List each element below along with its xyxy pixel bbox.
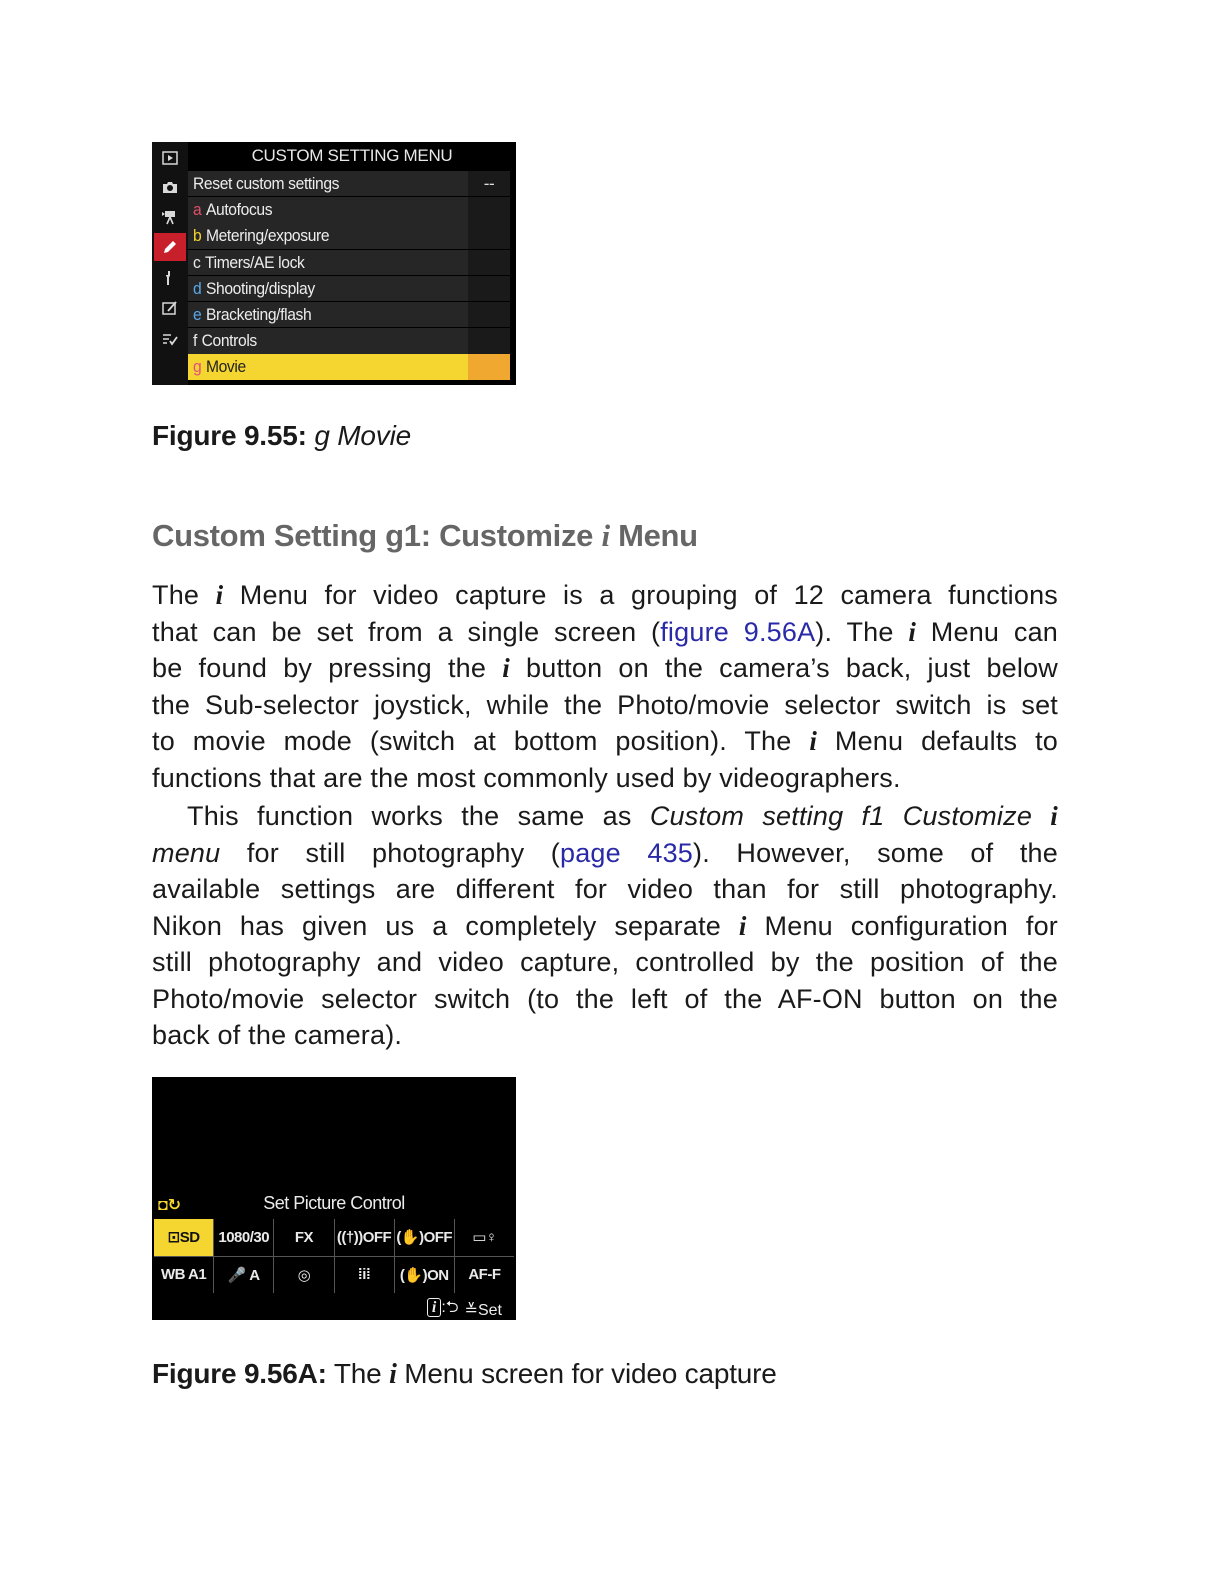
retouch-icon <box>154 294 186 322</box>
caption-label: Figure 9.55: <box>152 420 307 451</box>
caption-label: Figure 9.56A: <box>152 1358 327 1389</box>
p1-line: to movie mode (switch at bottom position). The i Menu defaults to <box>152 726 1058 756</box>
i-menu-grid <box>154 1219 514 1293</box>
menu-rows <box>188 171 510 381</box>
camera-icon <box>154 173 186 201</box>
menu-row[interactable] <box>188 171 510 196</box>
i-menu-cell[interactable]: ⊡SD <box>154 1219 213 1256</box>
p1-line: The i Menu for video capture is a grouping of 12 camera functions <box>152 580 1059 610</box>
i-menu-cell[interactable]: WB A1 <box>154 1257 213 1294</box>
menu-row[interactable] <box>188 276 510 301</box>
set-hint: ≚Set <box>464 1301 502 1319</box>
heading-text-end: Menu <box>609 518 698 553</box>
menu-row-label: f Controls <box>193 331 257 351</box>
menu-row-value <box>468 354 510 379</box>
menu-row-value <box>468 302 510 327</box>
menu-row-label: e Bracketing/flash <box>193 304 312 324</box>
p2-line: still photography and video capture, controlled by the position of the <box>152 947 1058 977</box>
menu-row[interactable] <box>188 354 510 379</box>
p2-line: available settings are different for video than for still photography. <box>152 874 1058 904</box>
section-heading <box>152 518 698 554</box>
i-menu-cell[interactable]: ⁞i⁞ <box>335 1257 394 1294</box>
figure-9-55-caption <box>152 420 411 452</box>
i-button-hint: i :⮌ <box>427 1296 459 1323</box>
menu-row-value <box>468 223 510 248</box>
p2-line: back of the camera). <box>152 1020 403 1050</box>
menu-row-label: g Movie <box>193 357 246 377</box>
menu-row-label: d Shooting/display <box>193 278 315 298</box>
menu-tabs <box>152 142 188 385</box>
i-menu-cell[interactable]: (✋)ON <box>395 1257 454 1294</box>
i-menu-cell[interactable]: ▭♀ <box>455 1219 514 1256</box>
i-menu-cell[interactable]: ((†))OFF <box>335 1219 394 1256</box>
my-menu-icon <box>154 325 186 353</box>
p1-line: functions that are the most commonly used by videographers. <box>152 762 901 793</box>
p1-line: the Sub-selector joystick, while the Photo/movie selector switch is set <box>152 689 1058 720</box>
menu-row[interactable] <box>188 197 510 222</box>
movie-icon <box>154 203 186 231</box>
paragraph-2 <box>152 798 1058 1054</box>
menu-row-value <box>468 250 510 275</box>
menu-row[interactable] <box>188 223 510 248</box>
custom-setting-menu-screenshot <box>152 142 516 385</box>
caption-text: g Movie <box>314 420 412 451</box>
menu-row[interactable] <box>188 250 510 275</box>
i-menu-cell[interactable]: 1080/30 <box>214 1219 273 1256</box>
playback-icon <box>154 144 186 172</box>
movie-mode-icon: ◘↻ <box>158 1197 182 1214</box>
p2-line: Nikon has given us a completely separate i Menu configuration for <box>152 910 1058 941</box>
menu-row[interactable] <box>188 302 510 327</box>
i-menu-footer <box>427 1296 502 1323</box>
paragraph-1 <box>152 577 1058 796</box>
i-menu-cell[interactable]: (✋)OFF <box>395 1219 454 1256</box>
p2-line: menu for still photography (page 435). However, some of the <box>152 837 1058 868</box>
wrench-icon <box>154 264 186 292</box>
menu-row-label: b Metering/exposure <box>193 226 330 246</box>
figure-9-56a-caption: Figure 9.56A: The i Menu screen for video capture <box>152 1358 777 1390</box>
menu-row-value <box>468 328 510 353</box>
menu-row-label: a Autofocus <box>193 200 273 220</box>
menu-row-label: Reset custom settings <box>193 174 340 193</box>
heading-text: Custom Setting g1: Customize <box>152 518 602 553</box>
i-menu-cell[interactable]: 🎤 A <box>214 1257 273 1294</box>
i-menu-cell[interactable]: AF-F <box>455 1257 514 1294</box>
menu-row-label: c Timers/AE lock <box>193 252 305 272</box>
p2-line: This function works the same as Custom setting f1 Customize i <box>187 801 1058 831</box>
menu-row-value: -- <box>468 171 510 196</box>
figure-link[interactable]: figure 9.56A <box>660 616 816 647</box>
p2-line: Photo/movie selector switch (to the left of the AF-ON button on the <box>152 983 1058 1014</box>
menu-title: CUSTOM SETTING MENU <box>188 142 516 170</box>
menu-row-value <box>468 197 510 222</box>
page-link[interactable]: page 435 <box>560 837 694 868</box>
heading-i-glyph: i <box>601 518 610 553</box>
i-menu-screenshot <box>152 1077 516 1320</box>
menu-row-value <box>468 276 510 301</box>
i-menu-cell[interactable]: FX <box>274 1219 333 1256</box>
menu-row[interactable] <box>188 328 510 353</box>
pencil-icon <box>154 233 186 261</box>
setting-name: Set Picture Control <box>263 1193 405 1213</box>
p1-line: be found by pressing the i button on the camera’s back, just below <box>152 653 1059 683</box>
i-menu-cell[interactable]: ◎ <box>274 1257 333 1294</box>
p1-line: that can be set from a single screen (figure 9.56A). The i Menu can <box>152 616 1059 647</box>
